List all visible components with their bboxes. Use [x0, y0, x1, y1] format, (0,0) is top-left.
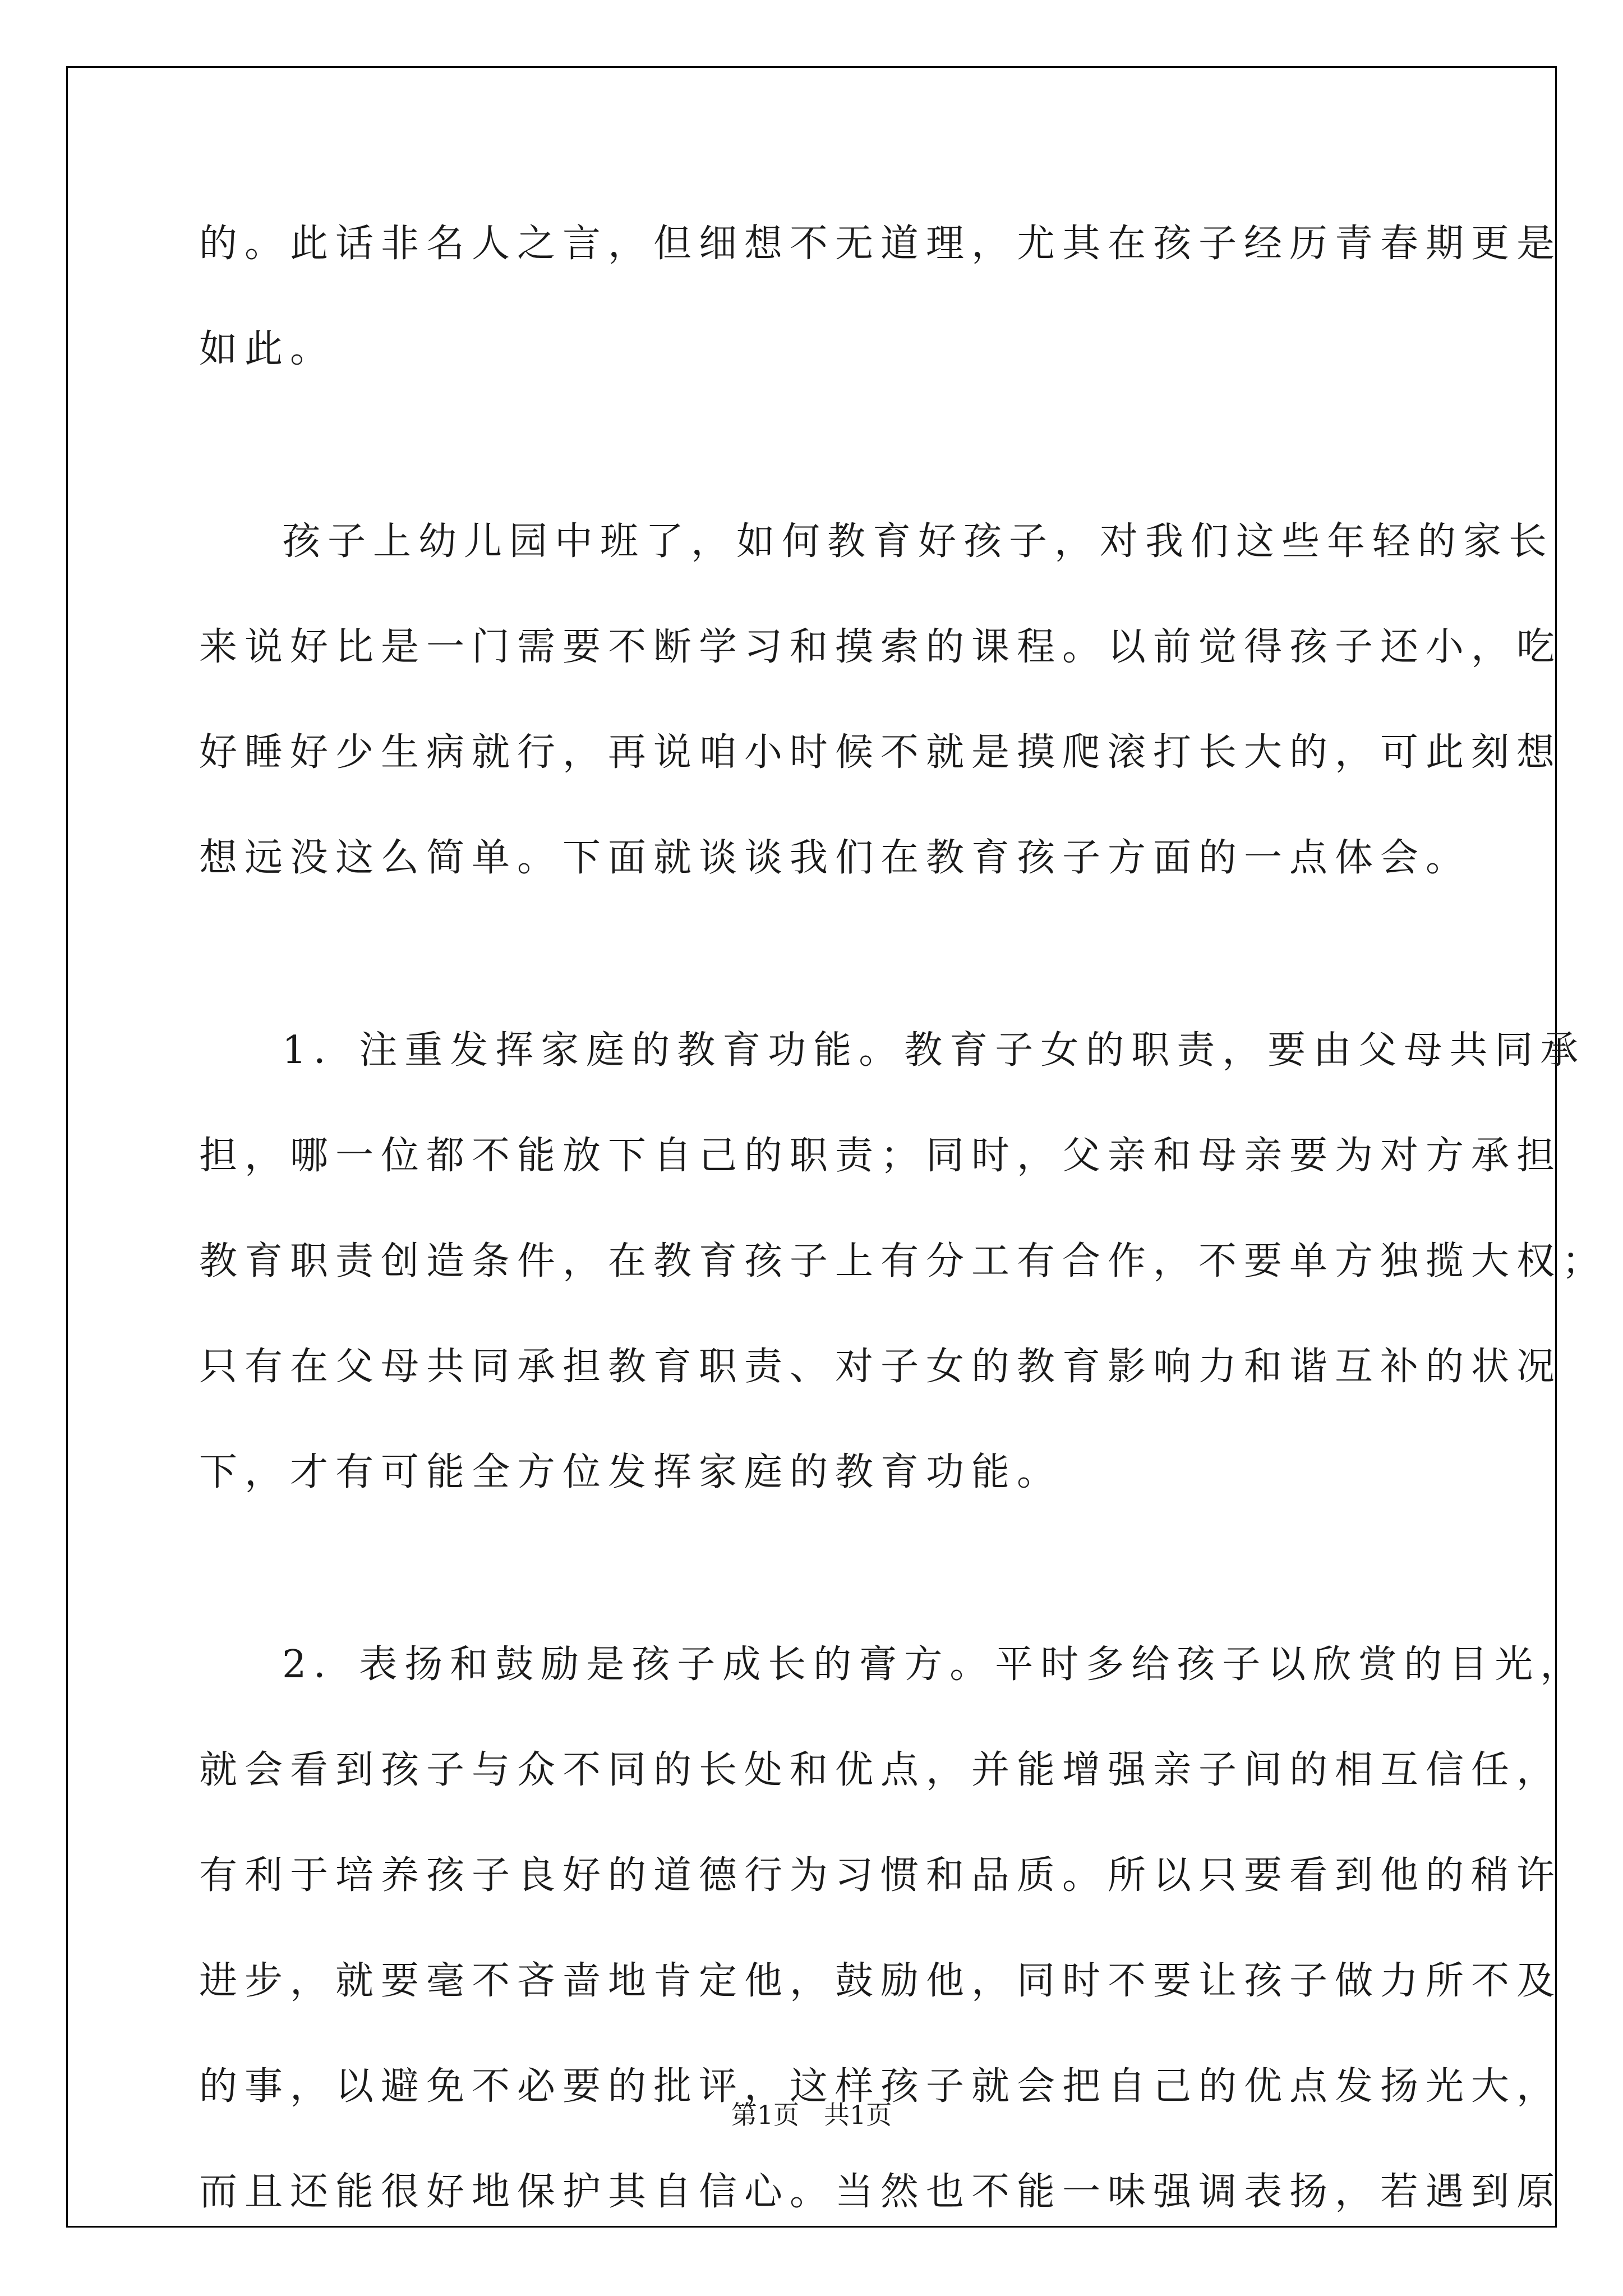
text-line: 就会看到孩子与众不同的长处和优点，并能增强亲子间的相互信任，: [199, 1748, 1562, 1792]
text-line: 的。此话非名人之言，但细想不无道理，尤其在孩子经历青春期更是: [199, 222, 1562, 266]
text-line: 而且还能很好地保护其自信心。当然也不能一味强调表扬，若遇到原: [199, 2170, 1562, 2214]
text-line: 进步，就要毫不吝啬地肯定他，鼓励他，同时不要让孩子做力所不及: [199, 1959, 1562, 2003]
text-line: 下，才有可能全方位发挥家庭的教育功能。: [199, 1450, 1063, 1494]
text-line: 1．注重发挥家庭的教育功能。教育子女的职责，要由父母共同承: [282, 1028, 1586, 1073]
paragraph: [199, 213, 1562, 424]
text-line: 来说好比是一门需要不断学习和摸索的课程。以前觉得孩子还小，吃: [199, 625, 1562, 669]
text-line: 想远没这么简单。下面就谈谈我们在教育孩子方面的一点体会。: [199, 836, 1472, 880]
document-body: [199, 213, 1608, 2267]
text-line: 教育职责创造条件，在教育孩子上有分工有合作，不要单方独揽大权；: [199, 1239, 1608, 1283]
text-line: 2．表扬和鼓励是孩子成长的膏方。平时多给孩子以欣赏的目光，: [282, 1642, 1586, 1687]
text-line: 好睡好少生病就行，再说咱小时候不就是摸爬滚打长大的，可此刻想: [199, 730, 1562, 775]
paragraph: [199, 1020, 1608, 1547]
page-number: 第1页: [731, 2100, 800, 2130]
text-line: 孩子上幼儿园中班了，如何教育好孩子，对我们这些年轻的家长: [282, 519, 1555, 564]
text-line: 如此。: [199, 327, 336, 371]
text-line: 的事，以避免不必要的批评，这样孩子就会把自己的优点发扬光大，: [199, 2064, 1562, 2109]
paragraph: [199, 1634, 1586, 2267]
paragraph: [199, 511, 1562, 933]
page-footer: [0, 2098, 1623, 2132]
text-line: 担，哪一位都不能放下自己的职责；同时，父亲和母亲要为对方承担: [199, 1134, 1562, 1178]
page-total: 共1页: [823, 2100, 892, 2130]
text-line: 只有在父母共同承担教育职责、对子女的教育影响力和谐互补的状况: [199, 1345, 1562, 1389]
text-line: 有利于培养孩子良好的道德行为习惯和品质。所以只要看到他的稍许: [199, 1853, 1562, 1898]
